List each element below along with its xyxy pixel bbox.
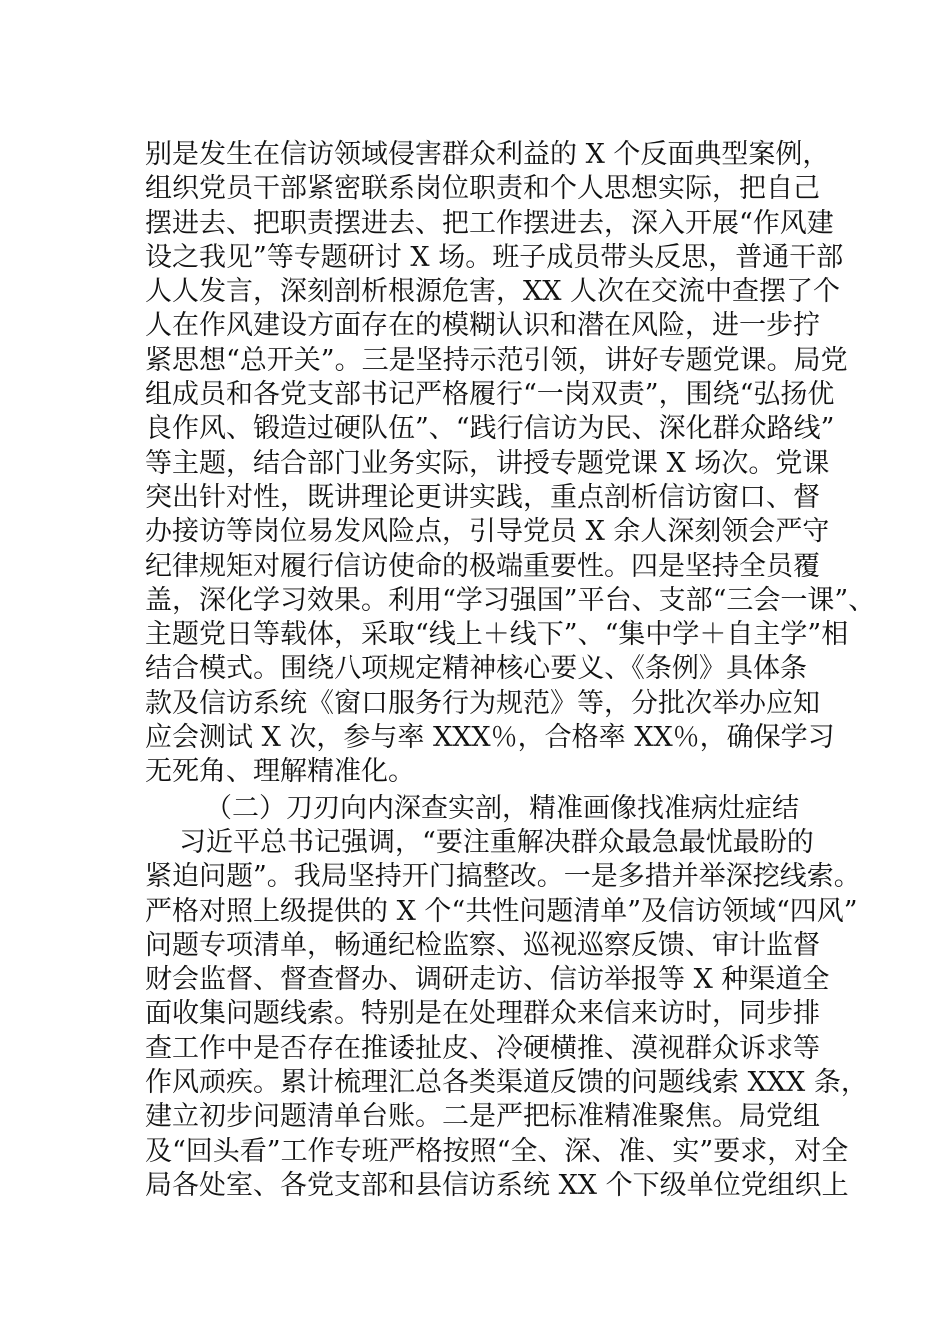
text-line: 主题党日等载体，采取“线上＋线下”、“集中学＋自主学”相 bbox=[145, 619, 849, 651]
text-line: 局各处室、各党支部和县信访系统 XX 个下级单位党组织上 bbox=[145, 1169, 849, 1201]
text-line: 别是发生在信访领域侵害群众利益的 X 个反面典型案例， bbox=[145, 139, 830, 170]
text-line: 设之我见”等专题研讨 X 场。班子成员带头反思，普通干部 bbox=[145, 241, 844, 273]
text-line: 建立初步问题清单台账。二是严把标准精准聚焦。局党组 bbox=[145, 1101, 820, 1133]
text-line: 作风顽疾。累计梳理汇总各类渠道反馈的问题线索 XXX 条， bbox=[145, 1067, 868, 1099]
text-line: 无死角、理解精准化。 bbox=[145, 756, 415, 788]
text-line: 突出针对性，既讲理论更讲实践，重点剖析信访窗口、督 bbox=[145, 481, 820, 513]
text-line: 问题专项清单，畅通纪检监察、巡视巡察反馈、审计监督 bbox=[145, 929, 820, 961]
text-line: 紧迫问题”。我局坚持开门搞整改。一是多措并举深挖线索。 bbox=[145, 861, 861, 893]
text-line: 及“回头看”工作专班严格按照“全、深、准、实”要求，对全 bbox=[145, 1135, 849, 1167]
text-line: 办接访等岗位易发风险点，引导党员 X 余人深刻领会严守 bbox=[145, 516, 830, 548]
text-line: 查工作中是否存在推诿扯皮、冷硬横推、漠视群众诉求等 bbox=[145, 1032, 820, 1064]
text-line: 习近平总书记强调，“要注重解决群众最急最忧最盼的 bbox=[179, 826, 814, 858]
text-line: 人人发言，深刻剖析根源危害，XX 人次在交流中查摆了个 bbox=[145, 276, 841, 308]
text-line: 纪律规矩对履行信访使命的极端重要性。四是坚持全员覆 bbox=[145, 550, 820, 582]
document-page bbox=[145, 138, 876, 1203]
text-line: 应会测试 X 次，参与率 XXX％，合格率 XX％，确保学习 bbox=[145, 722, 835, 754]
text-line: 结合模式。围绕八项规定精神核心要义、《条例》具体条 bbox=[145, 653, 807, 685]
text-line: 摆进去、把职责摆进去、把工作摆进去，深入开展“作风建 bbox=[145, 207, 834, 239]
text-line: 款及信访系统《窗口服务行为规范》等，分批次举办应知 bbox=[145, 687, 820, 719]
paragraph-study bbox=[145, 138, 876, 790]
text-line: 人在作风建设方面存在的模糊认识和潜在风险，进一步拧 bbox=[145, 310, 820, 342]
text-line: 紧思想“总开关”。三是坚持示范引领，讲好专题党课。局党 bbox=[145, 344, 848, 376]
text-line: 面收集问题线索。特别是在处理群众来信来访时，同步排 bbox=[145, 998, 820, 1030]
text-line: 严格对照上级提供的 X 个“共性问题清单”及信访领域“四风” bbox=[145, 895, 858, 927]
text-line: 良作风、锻造过硬队伍”、“践行信访为民、深化群众路线” bbox=[145, 413, 835, 445]
text-line: 盖，深化学习效果。利用“学习强国”平台、支部“三会一课”、 bbox=[145, 584, 876, 616]
text-line: 组成员和各党支部书记严格履行“一岗双责”，围绕“弘扬优 bbox=[145, 379, 835, 411]
section-heading: （二）刀刃向内深查实剖，精准画像找准病灶症结 bbox=[205, 792, 799, 824]
paragraph-inspection bbox=[145, 826, 868, 1203]
text-line: 组织党员干部紧密联系岗位职责和个人思想实际，把自己 bbox=[145, 173, 820, 205]
text-line: 等主题，结合部门业务实际，讲授专题党课 X 场次。党课 bbox=[145, 447, 830, 479]
text-line: 财会监督、督查督办、调研走访、信访举报等 X 种渠道全 bbox=[145, 964, 830, 996]
